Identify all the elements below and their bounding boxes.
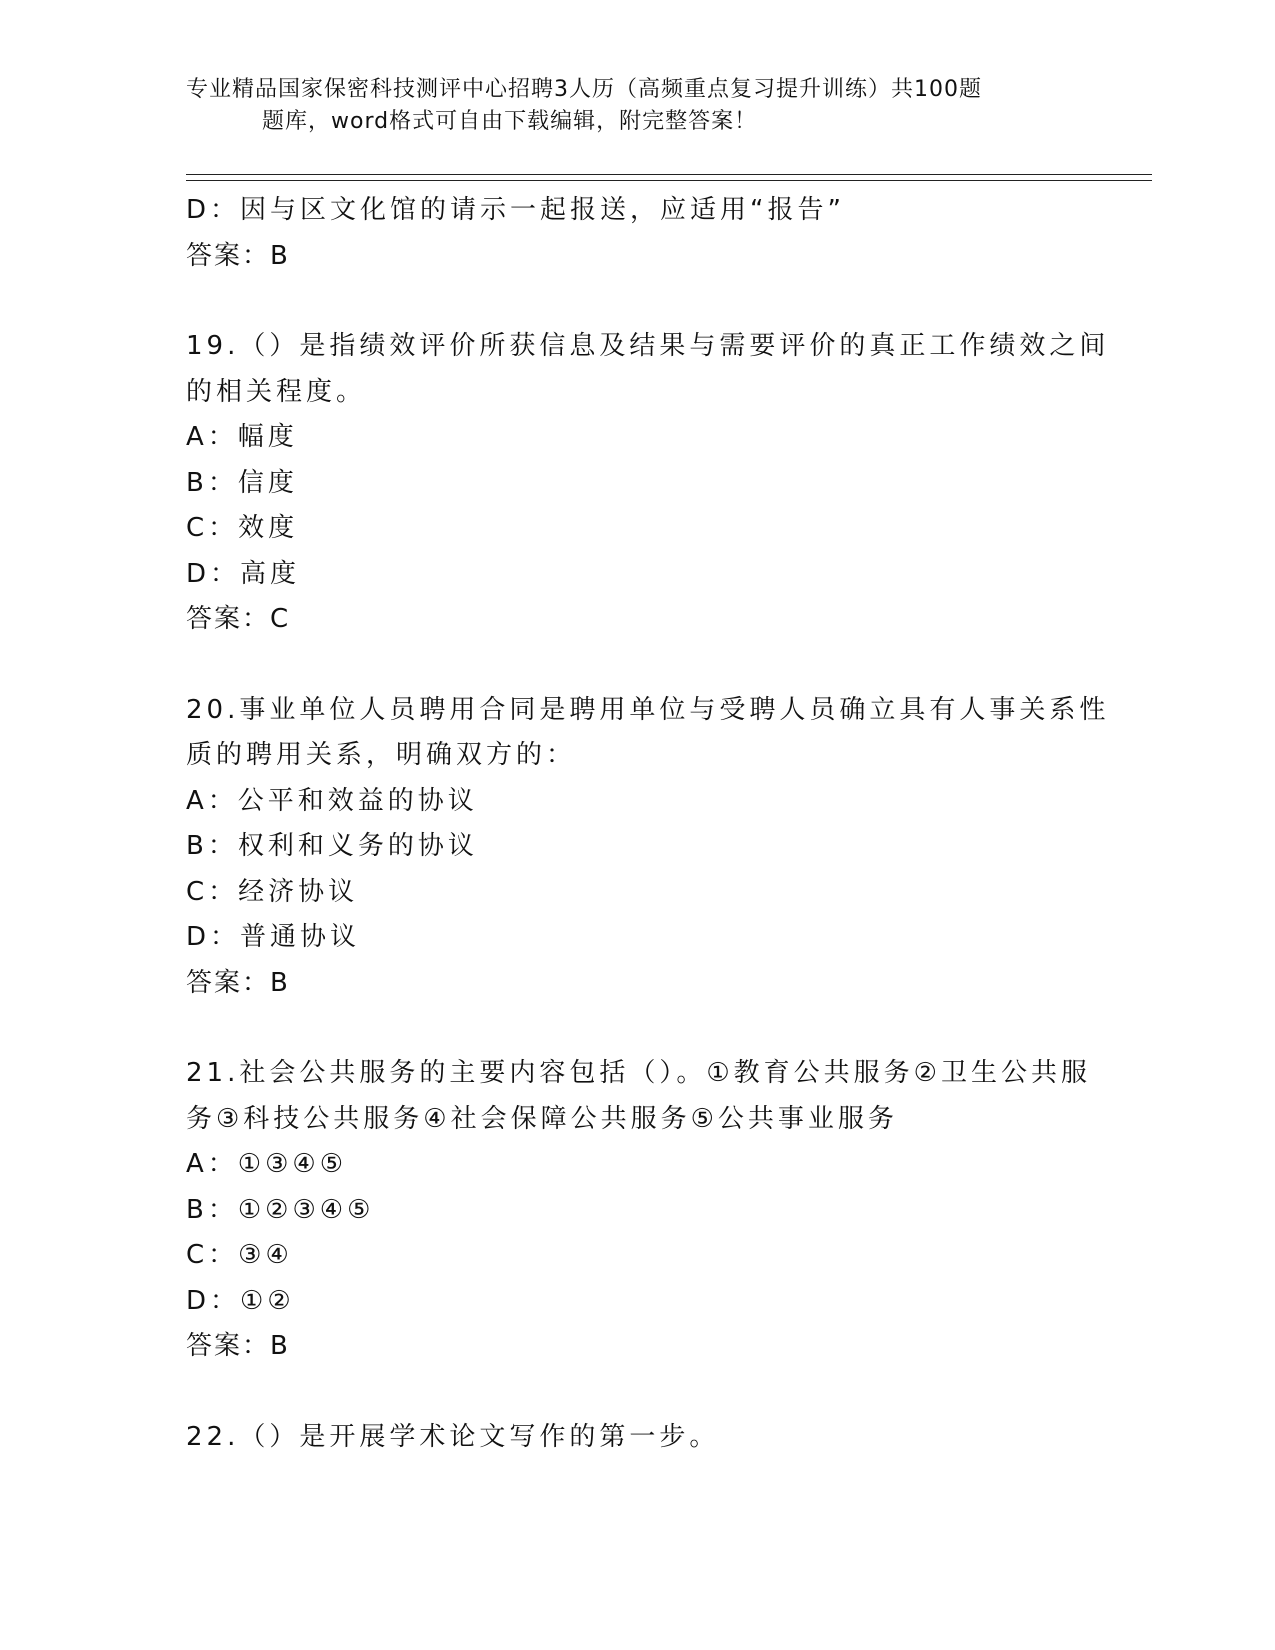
answer-label: 答案：B <box>186 967 290 998</box>
answer-label: 答案：B <box>186 240 290 271</box>
option-c: C：③④ <box>186 1240 293 1270</box>
option-b: B：信度 <box>186 467 298 498</box>
option-b: B：权利和义务的协议 <box>186 831 478 861</box>
header-title-line2: 题库，word格式可自由下载编辑，附完整答案！ <box>262 109 758 134</box>
option-d: D：高度 <box>186 558 301 589</box>
answer-label: 答案：B <box>186 1331 290 1361</box>
question-22 <box>186 1415 1086 1461</box>
question-text-line2: 的相关程度。 <box>186 376 367 407</box>
document-header <box>186 74 1066 138</box>
question-text-line1: 19.（）是指绩效评价所获信息及结果与需要评价的真正工作绩效之间 <box>186 331 1110 361</box>
question-previous <box>186 188 1086 279</box>
question-text-line1: 20.事业单位人员聘用合同是聘用单位与受聘人员确立具有人事关系性 <box>186 694 1110 725</box>
answer-label: 答案：C <box>186 604 291 634</box>
option-c: C：效度 <box>186 513 299 543</box>
option-d: D：①② <box>186 1285 295 1316</box>
option-d: D：普通协议 <box>186 922 361 952</box>
question-20 <box>186 688 1110 1007</box>
question-19 <box>186 324 1110 643</box>
option-a: A：公平和效益的协议 <box>186 785 478 816</box>
question-list <box>186 188 1110 1460</box>
question-text-line1: 22.（）是开展学术论文写作的第一步。 <box>186 1421 720 1452</box>
question-text-line2: 质的聘用关系，明确双方的： <box>186 740 577 770</box>
option-a: A：幅度 <box>186 422 298 452</box>
question-21 <box>186 1051 1091 1370</box>
header-rule-top <box>186 174 1152 175</box>
question-text-line2: 务③科技公共服务④社会保障公共服务⑤公共事业服务 <box>186 1103 898 1134</box>
option-d: D：因与区文化馆的请示一起报送，应适用“报告” <box>186 195 845 225</box>
header-rule-bottom <box>186 180 1152 181</box>
option-a: A：①③④⑤ <box>186 1149 348 1179</box>
option-c: C：经济协议 <box>186 876 359 907</box>
option-b: B：①②③④⑤ <box>186 1194 375 1225</box>
header-title-line1: 专业精品国家保密科技测评中心招聘3人历（高频重点复习提升训练）共100题 <box>186 77 982 102</box>
question-text-line1: 21.社会公共服务的主要内容包括（）。①教育公共服务②卫生公共服 <box>186 1058 1091 1088</box>
